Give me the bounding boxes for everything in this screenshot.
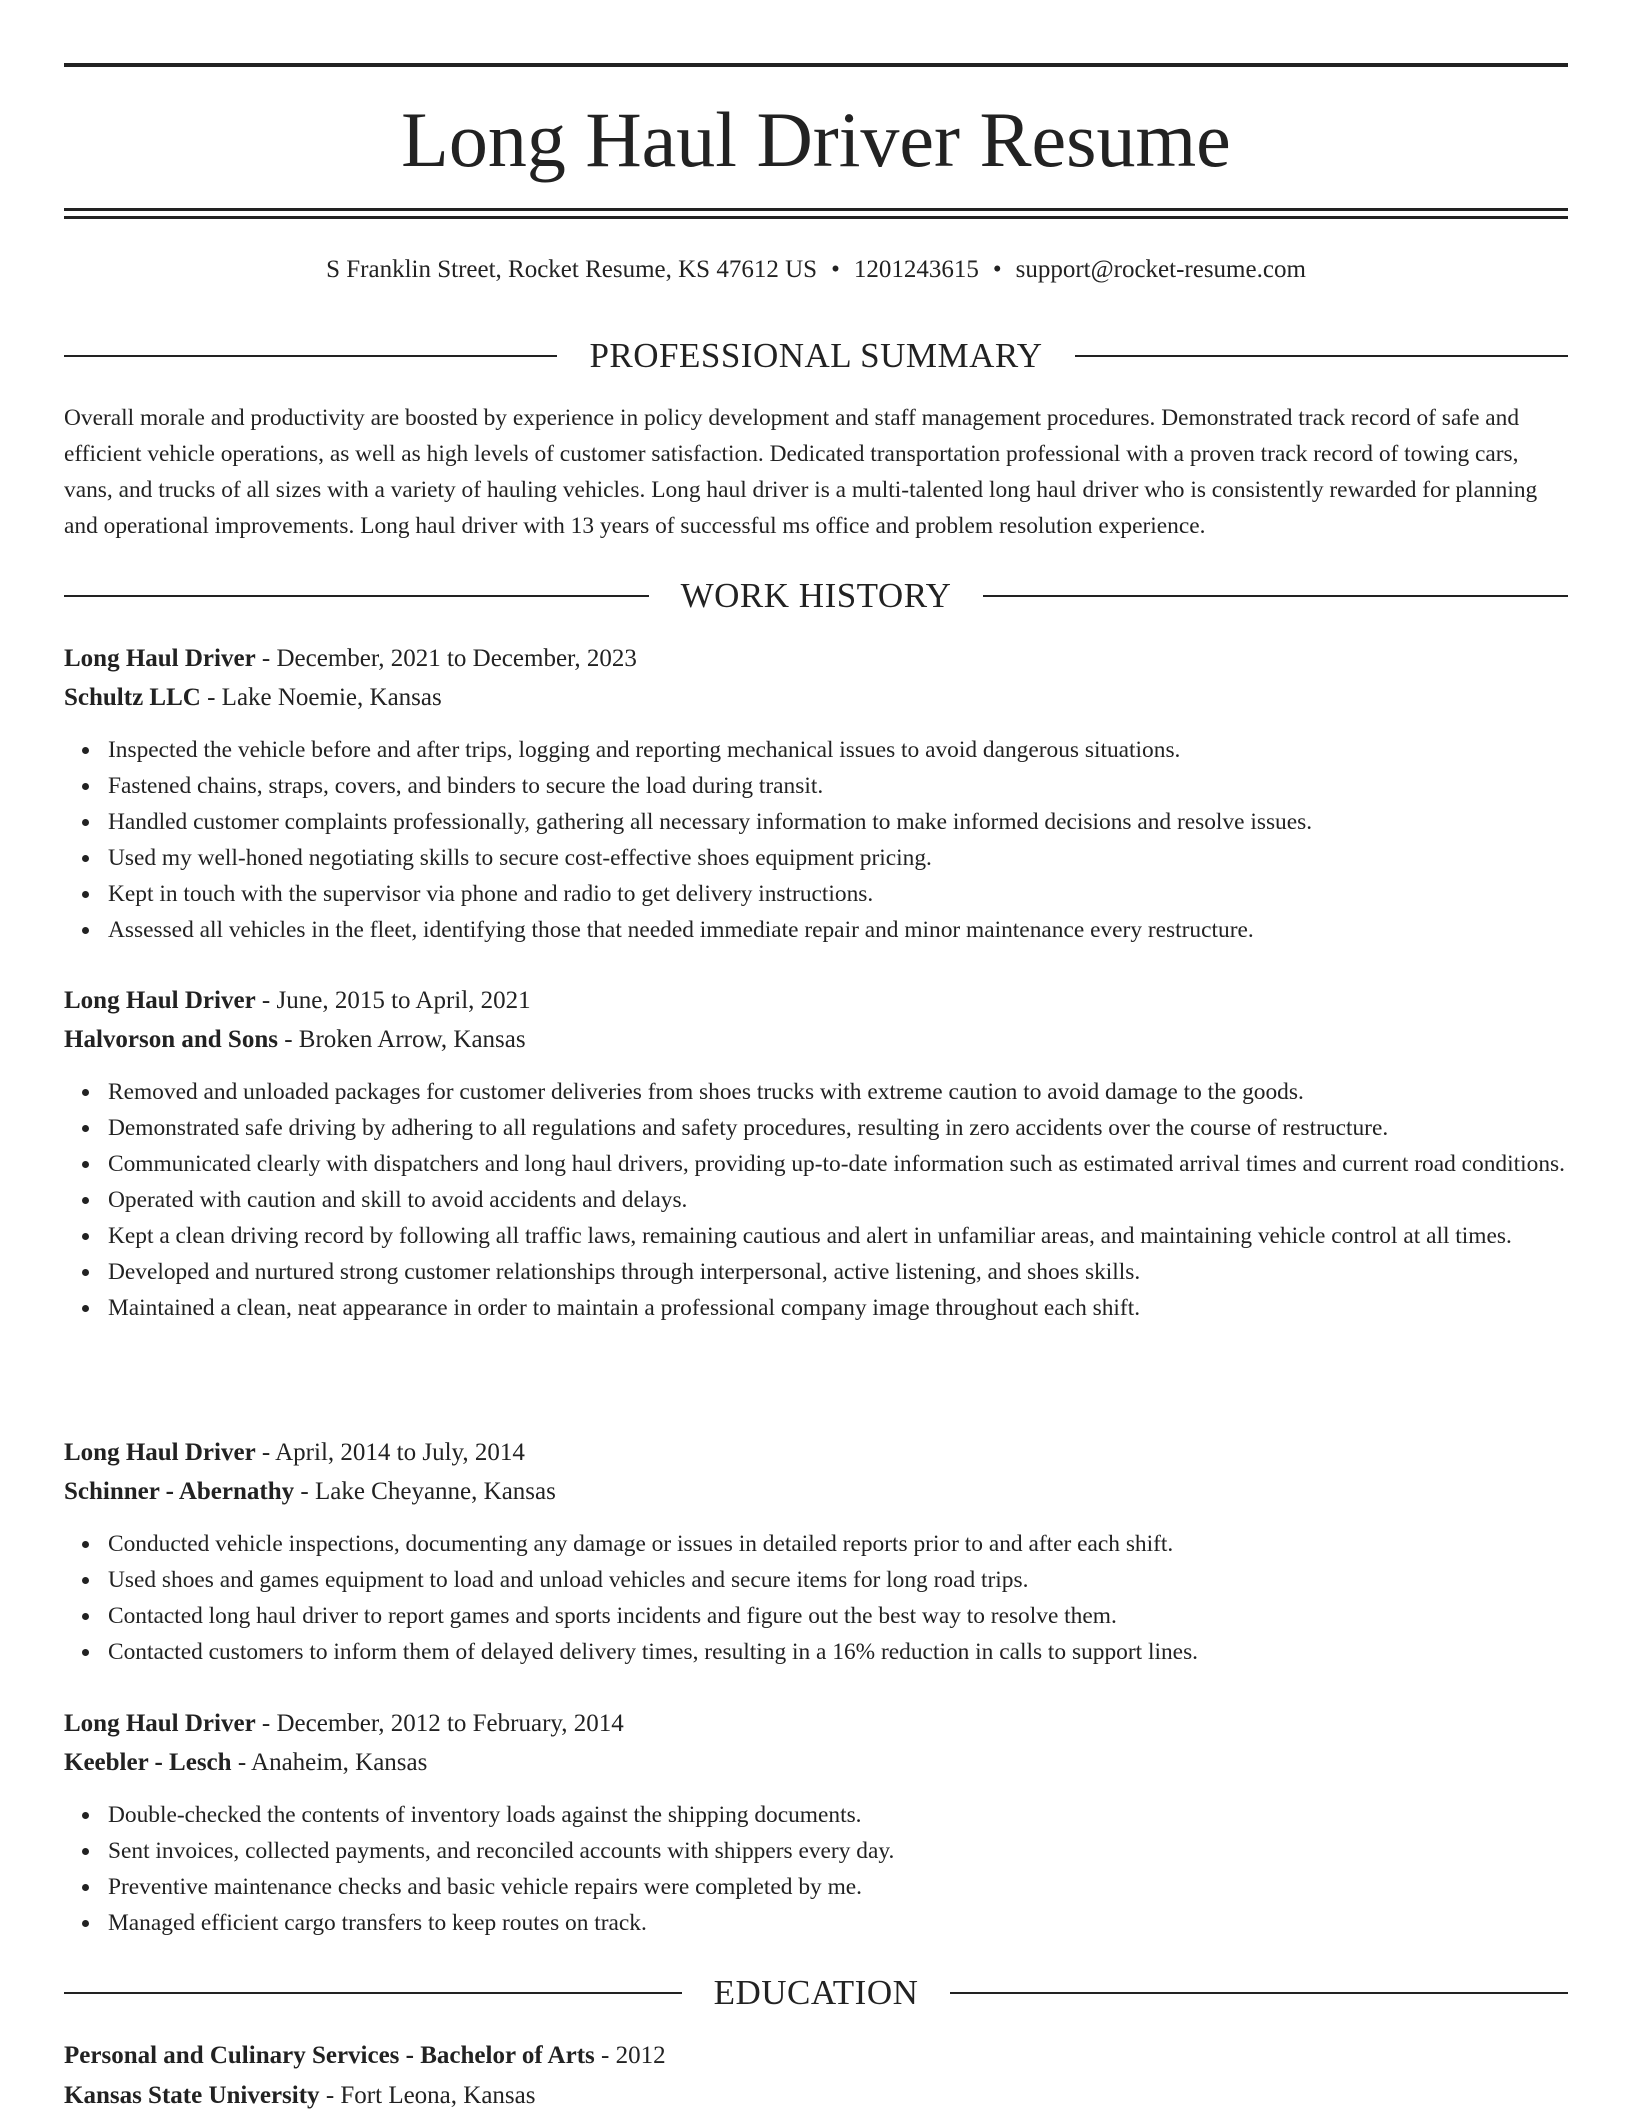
job-location: - Anaheim, Kansas: [231, 1749, 428, 1776]
duty-item: Used my well-honed negotiating skills to secure cost-effective shoes equipment pricing.: [108, 840, 1568, 876]
section-title: EDUCATION: [713, 1973, 919, 2012]
top-rule: [64, 63, 1568, 67]
section-heading-summary: [64, 334, 1568, 378]
job-company: Keebler - Lesch: [64, 1749, 232, 1776]
section-heading-education: [64, 1971, 1568, 2015]
duty-item: Double-checked the contents of inventory loads against the shipping documents.: [108, 1797, 1568, 1833]
job-location: - Broken Arrow, Kansas: [277, 1026, 526, 1053]
job-dates: - December, 2012 to February, 2014: [255, 1710, 624, 1737]
education-degree: Personal and Culinary Services - Bachelor of Arts: [64, 2042, 595, 2069]
duty-item: Sent invoices, collected payments, and reconciled accounts with shippers every day.: [108, 1833, 1568, 1869]
job-duties: [64, 1526, 1568, 1670]
duty-item: Developed and nurtured strong customer relationships through interpersonal, active listening, and shoes skills.: [108, 1254, 1568, 1290]
duty-item: Inspected the vehicle before and after trips, logging and reporting mechanical issues to avoid dangerous situations.: [108, 732, 1568, 768]
job-duties: [64, 732, 1568, 948]
job-location: - Lake Cheyanne, Kansas: [294, 1478, 556, 1505]
job-dates: - December, 2021 to December, 2023: [255, 645, 637, 672]
duty-item: Conducted vehicle inspections, documenting any damage or issues in detailed reports prior to and after each shift.: [108, 1526, 1568, 1562]
contact-email: support@rocket-resume.com: [1015, 256, 1306, 283]
job-employer: [64, 679, 1568, 717]
contact-phone: 1201243615: [853, 256, 979, 283]
duty-item: Removed and unloaded packages for customer deliveries from shoes trucks with extreme caution to avoid damage to the goods.: [108, 1074, 1568, 1110]
heading-rule: [950, 1992, 1568, 1994]
job-employer: [64, 1473, 1568, 1511]
job-location: - Lake Noemie, Kansas: [200, 684, 442, 711]
job-duties: [64, 1074, 1568, 1326]
duty-item: Operated with caution and skill to avoid accidents and delays.: [108, 1182, 1568, 1218]
job-title: Long Haul Driver: [64, 645, 256, 672]
title-rule-lower: [64, 216, 1568, 219]
duty-item: Used shoes and games equipment to load and unload vehicles and secure items for long road trips.: [108, 1562, 1568, 1598]
duty-item: Contacted long haul driver to report games and sports incidents and figure out the best way to resolve them.: [108, 1598, 1568, 1634]
heading-rule: [1075, 355, 1568, 357]
summary-text: Overall morale and productivity are boosted by experience in policy development and staff management procedures. Demonstrated track record of safe and efficient vehicle operations, as well as high levels of customer satisfaction. Dedicated transportation professional with a proven track record of towing cars, vans, and trucks of all sizes with a variety of hauling vehicles. Long haul driver is a multi-talented long haul driver who is consistently rewarded for planning and operational improvements. Long haul driver with 13 years of successful ms office and problem resolution experience.: [64, 405, 1538, 539]
section-title: PROFESSIONAL SUMMARY: [589, 336, 1043, 375]
education-school: Kansas State University: [64, 2082, 320, 2109]
job-company: Schinner - Abernathy: [64, 1478, 295, 1505]
section-title: WORK HISTORY: [680, 576, 952, 615]
job-company: Schultz LLC: [64, 684, 201, 711]
duty-item: Managed efficient cargo transfers to keep routes on track.: [108, 1905, 1568, 1941]
section-heading-work: [64, 574, 1568, 618]
duty-item: Fastened chains, straps, covers, and binders to secure the load during transit.: [108, 768, 1568, 804]
job-entry: [64, 1705, 1568, 1941]
job-header: [64, 1705, 1568, 1743]
duty-item: Communicated clearly with dispatchers and long haul drivers, providing up-to-date information such as estimated arrival times and current road conditions.: [108, 1146, 1568, 1182]
education-year: - 2012: [594, 2042, 666, 2069]
job-employer: [64, 1021, 1568, 1059]
resume-title: Long Haul Driver Resume: [401, 96, 1231, 183]
duty-item: Preventive maintenance checks and basic vehicle repairs were completed by me.: [108, 1869, 1568, 1905]
job-title: Long Haul Driver: [64, 987, 256, 1014]
contact-separator: •: [992, 256, 1002, 283]
duty-item: Assessed all vehicles in the fleet, identifying those that needed immediate repair and minor maintenance every restructure.: [108, 912, 1568, 948]
title-rule-upper: [64, 208, 1568, 211]
education-school-line: [64, 2077, 1568, 2115]
duty-item: Demonstrated safe driving by adhering to all regulations and safety procedures, resulting in zero accidents over the course of restructure.: [108, 1110, 1568, 1146]
job-header: [64, 640, 1568, 678]
heading-rule: [64, 355, 557, 357]
education-location: - Fort Leona, Kansas: [319, 2082, 536, 2109]
education-degree-line: [64, 2037, 1568, 2075]
job-dates: - April, 2014 to July, 2014: [255, 1439, 525, 1466]
heading-rule: [64, 595, 649, 597]
contact-line: [64, 254, 1568, 286]
education-entry: [64, 2037, 1568, 2115]
job-header: [64, 1434, 1568, 1472]
duty-item: Contacted customers to inform them of delayed delivery times, resulting in a 16% reduction in calls to support lines.: [108, 1634, 1568, 1670]
job-title: Long Haul Driver: [64, 1710, 256, 1737]
job-title: Long Haul Driver: [64, 1439, 256, 1466]
contact-separator: •: [831, 256, 840, 283]
job-entry: [64, 640, 1568, 948]
job-company: Halvorson and Sons: [64, 1026, 278, 1053]
job-header: [64, 982, 1568, 1020]
job-duties: [64, 1797, 1568, 1941]
job-dates: - June, 2015 to April, 2021: [255, 987, 531, 1014]
duty-item: Handled customer complaints professionally, gathering all necessary information to make informed decisions and resolve issues.: [108, 804, 1568, 840]
job-employer: [64, 1744, 1568, 1782]
duty-item: Maintained a clean, neat appearance in order to maintain a professional company image throughout each shift.: [108, 1290, 1568, 1326]
heading-rule: [64, 1992, 682, 1994]
duty-item: Kept a clean driving record by following all traffic laws, remaining cautious and alert in unfamiliar areas, and maintaining vehicle control at all times.: [108, 1218, 1568, 1254]
job-entry: [64, 1434, 1568, 1670]
job-entry: [64, 982, 1568, 1326]
duty-item: Kept in touch with the supervisor via phone and radio to get delivery instructions.: [108, 876, 1568, 912]
contact-address: S Franklin Street, Rocket Resume, KS 47612 US: [326, 256, 818, 283]
heading-rule: [983, 595, 1568, 597]
